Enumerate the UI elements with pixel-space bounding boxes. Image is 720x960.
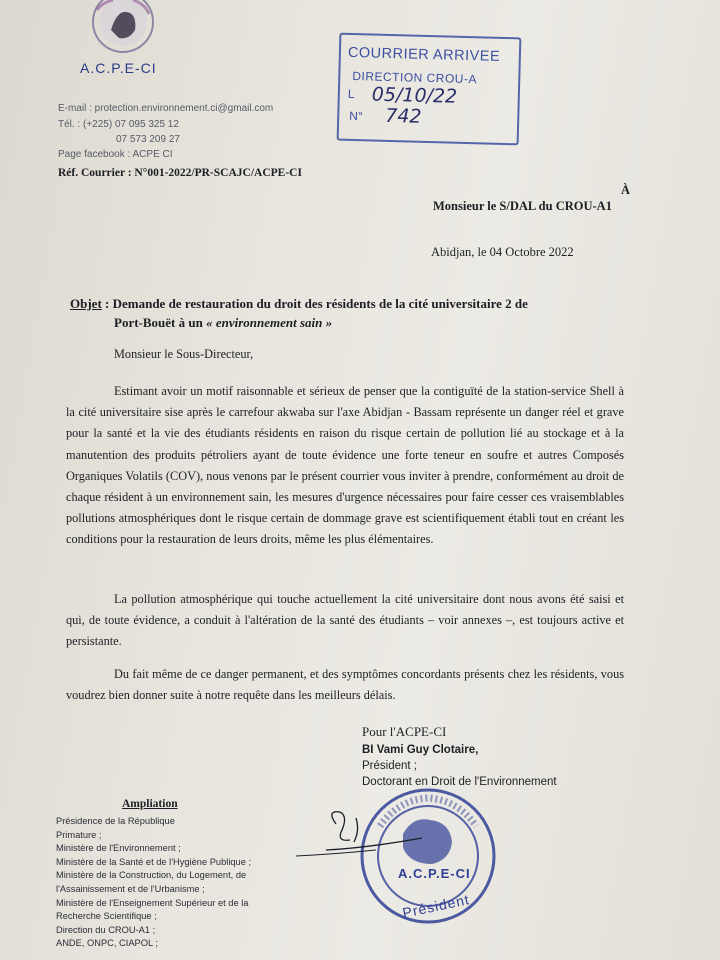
- signature-for-org: Pour l'ACPE-CI: [362, 724, 447, 739]
- signatory-title: Président ;: [362, 760, 417, 772]
- ampliation-item: Direction du CROU-A1 ;: [56, 924, 156, 935]
- ampliation-item: Ministère de la Construction, du Logement, de: [56, 870, 247, 881]
- contact-email: E-mail : protection.environnement.ci@gmail.com: [58, 103, 274, 114]
- recipient-name: Monsieur le S/DAL du CROU-A1: [433, 199, 612, 213]
- salutation: Monsieur le Sous-Directeur,: [114, 347, 254, 361]
- contact-facebook: Page facebook : ACPE CI: [58, 149, 173, 160]
- received-stamp-direction: DIRECTION CROU-A: [352, 68, 478, 87]
- signatory-qualification: Doctorant en Droit de l'Environnement: [362, 776, 557, 788]
- ampliation-list: [56, 815, 251, 951]
- round-stamp-bottom: Président: [401, 891, 472, 921]
- contact-phone-2: 07 573 209 27: [116, 134, 180, 145]
- ampliation-item: Ministère de l'Environnement ;: [56, 843, 181, 854]
- received-stamp: [337, 33, 522, 146]
- paragraph-3: Du fait même de ce danger permanent, et des symptômes concordants présents chez les résidents, vous voudrez bien donner suite à notre requête dans les meilleurs délais.: [66, 667, 624, 703]
- contact-phone-1: Tél. : (+225) 07 095 325 12: [58, 119, 179, 130]
- round-stamp-center: A.C.P.E-CI: [398, 866, 471, 881]
- received-stamp-title: COURRIER ARRIVEE: [347, 44, 501, 65]
- acpe-logo-icon: [83, 0, 163, 60]
- paragraph-1: Estimant avoir un motif raisonnable et sérieux de penser que la contiguïté de la station-service Shell à la cité universitaire sise après le carrefour akwaba sur l'axe Abidjan - Bassam représente un danger réel et grave pour la santé et la vie des étudiants résidents en raison du risque certain de pollution lié au stockage et à la manutention des produits pétroliers ayant de toute évidence une forte teneur en soufre et autres Composés Organiques Volatils (COV), nous venons par le présent courrier vous inviter à prendre, conformément au droit de chaque résident à un environnement sain, les mesures d'urgence nécessaires pour faire cesser ces vraisemblables pollutions atmosphériques dont le risque certain de dommage grave est scientifiquement établi tout en créant les conditions pour la restauration de leurs droits, même les plus élémentaires.: [66, 384, 624, 547]
- signatory-name: BI Vami Guy Clotaire,: [362, 744, 479, 756]
- subject-quote: « environnement sain »: [206, 315, 333, 330]
- subject-line-2: [114, 315, 332, 331]
- place-date: Abidjan, le 04 Octobre 2022: [431, 245, 574, 259]
- received-stamp-date-label: L: [347, 86, 355, 102]
- ampliation-item: ANDE, ONPC, CIAPOL ;: [56, 938, 158, 949]
- subject-text: : Demande de restauration du droit des résidents de la cité universitaire 2 de: [105, 296, 528, 311]
- subject-line-1: [70, 296, 528, 312]
- ampliation-item: Ministère de l'Enseignement Supérieur et de la: [56, 897, 249, 908]
- subject-label: Objet: [70, 296, 102, 311]
- subject-text-2: Port-Bouët à un: [114, 315, 203, 330]
- received-stamp-number: 742: [384, 104, 422, 128]
- org-acronym: A.C.P.E-CI: [80, 60, 157, 76]
- letter-reference: Réf. Courrier : N°001-2022/PR-SCAJC/ACPE-CI: [58, 167, 302, 179]
- recipient-prefix: À: [621, 183, 631, 197]
- ampliation-item: Primature ;: [56, 829, 102, 840]
- ampliation-item: Ministère de la Santé et de l'Hygiène Publique ;: [56, 856, 252, 867]
- received-stamp-number-label: N°: [349, 108, 363, 124]
- ampliation-item: Recherche Scientifique ;: [56, 911, 157, 922]
- ampliation-item: Présidence de la République: [56, 816, 175, 826]
- ampliation-item: l'Assainissement et de l'Urbanisme ;: [56, 883, 205, 894]
- ampliation-title: Ampliation: [122, 798, 178, 810]
- received-stamp-date: 05/10/22: [371, 83, 458, 108]
- handwritten-signature: [296, 790, 426, 870]
- paragraph-2: La pollution atmosphérique qui touche actuellement la cité universitaire dont nous avons été saisi et qui, de toute évidence, a conduit à l'altération de la santé des étudiants – voir annexes –, est toujours active et persistante.: [66, 592, 624, 649]
